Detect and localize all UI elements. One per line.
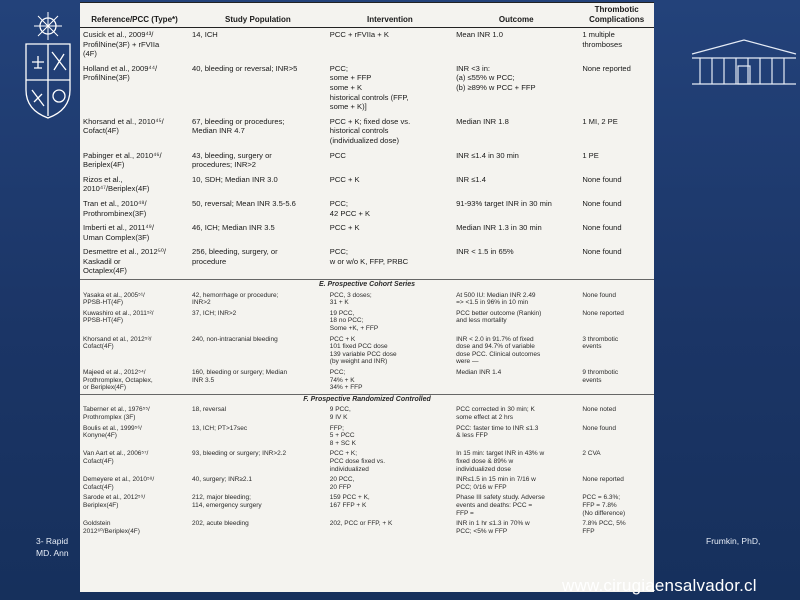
reference-table [80, 2, 654, 592]
table-cell: 40, surgery; INR≥2.1 [192, 476, 252, 484]
table-cell: Cusick et al., 2009⁴³/ ProfilNine(3F) + rFVIIa (4F) [83, 30, 160, 59]
table-row [80, 335, 654, 368]
table-cell: Kuwashiro et al., 2011⁵²/ PPSB-HT(4F) [83, 309, 154, 325]
table-cell: 37, ICH; INR>2 [192, 309, 237, 317]
table-cell: None found [582, 198, 622, 208]
table-cell: 10, SDH; Median INR 3.0 [192, 174, 278, 184]
table-cell: INR ≤1.4 [456, 174, 486, 184]
table-row [80, 493, 654, 519]
table-row [80, 28, 654, 62]
table-cell: 9 thrombotic events [582, 369, 619, 384]
table-row [80, 424, 654, 450]
table-cell: None reported [582, 476, 624, 484]
section-header-row [80, 280, 654, 291]
building-facade-icon [690, 36, 798, 88]
table-cell: PCC, 3 doses; 31 + K [329, 291, 372, 307]
table-cell: 240, non-intracranial bleeding [192, 335, 278, 343]
table-cell: Goldstein 2012⁶⁰/Beriplex(4F) [83, 520, 140, 535]
table-cell: PCC + K 101 fixed PCC dose 139 variable PCC dose (by weight and INR) [329, 335, 397, 366]
table-cell: None noted [582, 406, 616, 414]
header-population: Study Population [189, 3, 327, 28]
table-cell: Van Aart et al., 2006⁵⁷/ Cofact(4F) [83, 450, 149, 465]
table-cell: Mean INR 1.0 [456, 30, 503, 39]
university-crest-icon [22, 10, 74, 122]
section-title: F. Prospective Randomized Controlled [303, 395, 431, 403]
table-row [80, 475, 654, 493]
table-cell: PCC; w or w/o K, FFP, PRBC [329, 247, 409, 266]
table-cell: Majeed et al., 2012⁵⁴/ Prothromplex, Octaplex, or Beriplex(4F) [83, 369, 153, 392]
table-cell: Imberti et al., 2011⁴⁹/ Uman Complex(3F) [83, 223, 154, 242]
table-cell: INR <3 in: (a) ≤55% w PCC; (b) ≥89% w PCC + FFP [456, 63, 536, 92]
continued-table [80, 279, 654, 537]
table-cell: None reported [582, 63, 631, 73]
table-row [80, 115, 654, 149]
table-cell: 42, hemorrhage or procedure; INR>2 [192, 291, 279, 307]
table-cell: PCC + K; fixed dose vs. historical controls (individualized dose) [329, 116, 411, 145]
table-cell: PCC + K [329, 174, 360, 184]
table-cell: Median INR 1.4 [456, 369, 502, 376]
table-cell: 3 thrombotic events [582, 335, 619, 351]
table-row [80, 405, 654, 423]
table-cell: Khorsand et al., 2010⁴⁵/ Cofact(4F) [83, 116, 164, 136]
header-outcome: Outcome [453, 3, 579, 28]
table-cell: 159 PCC + K, 167 FFP + K [329, 494, 370, 509]
table-cell: Sarode et al., 2012⁵⁹/ Beriplex(4F) [83, 494, 146, 509]
section-header-row [80, 394, 654, 405]
table-cell: 2 CVA [582, 450, 601, 458]
table-cell: INR < 1.5 in 65% [456, 247, 514, 257]
table-row [80, 245, 654, 279]
table-cell: 67, bleeding or procedures; Median INR 4.7 [192, 116, 285, 136]
table-row [80, 449, 654, 475]
header-thrombotic: Thrombotic Complications [579, 3, 654, 28]
table-row [80, 368, 654, 394]
table-cell: In 15 min: target INR in 43% w fixed dose & 89% w individualized dose [456, 450, 545, 473]
table-cell: 202, PCC or FFP, + K [329, 520, 393, 528]
table-cell: PCC; 42 PCC + K [329, 198, 371, 218]
table-cell: 20 PCC, 20 FFP [329, 476, 355, 491]
table-cell: 19 PCC, 18 no PCC; Some +K, + FFP [329, 309, 379, 333]
table-cell: None found [582, 247, 622, 257]
table-cell: None found [582, 223, 622, 233]
table-cell: None found [582, 424, 616, 432]
table-cell: 202, acute bleeding [192, 520, 249, 528]
table-cell: 91-93% target INR in 30 min [456, 198, 552, 208]
table-row [80, 149, 654, 173]
table-cell: None reported [582, 309, 624, 317]
table-cell: PCC better outcome (Rankin) and less mortality [456, 309, 542, 325]
table-cell: 160, bleeding or surgery; Median INR 3.5 [192, 369, 288, 384]
table-cell: Demeyere et al., 2010⁵⁸/ Cofact(4F) [83, 476, 155, 491]
table-cell: None found [582, 291, 616, 299]
table-cell: PCC = 6.3%; FFP = 7.8% (No difference) [582, 494, 626, 517]
table-cell: PCC [329, 150, 346, 160]
main-table [80, 2, 654, 279]
website-url[interactable]: www.cirugiaensalvador.cl [562, 576, 757, 595]
table-cell: PCC; some + FFP some + K historical controls (FFP, some + K)] [329, 63, 409, 112]
table-cell: PCC + K; PCC dose fixed vs. individualized [329, 450, 386, 473]
table-cell: PCC + rFVIIa + K [329, 30, 389, 39]
table-cell: Yasaka et al., 2005⁵¹/ PPSB-HT(4F) [83, 291, 145, 307]
citation-left: 3- Rapid MD. Ann [36, 536, 69, 558]
table-cell: Taberner et al., 1976⁵⁵/ Prothromplex (3F) [83, 406, 150, 421]
table-cell: PCC + K [329, 223, 360, 233]
table-cell: 50, reversal; Mean INR 3.5-5.6 [192, 198, 296, 208]
table-cell: At 500 IU: Median INR 2.49 => <1.5 in 96% in 10 min [456, 291, 536, 307]
table-row [80, 291, 654, 309]
table-cell: 40, bleeding or reversal; INR>5 [192, 63, 298, 73]
table-cell: FFP; 5 + PCC 8 + SC K [329, 424, 356, 447]
table-cell: 212, major bleeding; 114, emergency surgery [192, 494, 262, 509]
table-cell: Desmettre et al., 2012⁵⁰/ Kaskadil or Octaplex(4F) [83, 247, 167, 276]
table-row [80, 519, 654, 537]
table-cell: INR < 2.0 in 91.7% of fixed dose and 94.7% of variable dose PCC. Clinical outcomes were — [456, 335, 541, 366]
table-cell: INR≤1.5 in 15 min in 7/16 w PCC; 0/16 w FFP [456, 476, 536, 491]
table-cell: Khorsand et al., 2012⁵³/ Cofact(4F) [83, 335, 152, 351]
table-cell: PCC: faster time to INR ≤1.3 & less FFP [456, 424, 539, 440]
table-cell: INR in 1 hr ≤1.3 in 70% w PCC; <5% w FFP [456, 520, 530, 535]
table-cell: Median INR 1.3 in 30 min [456, 223, 542, 233]
table-row [80, 173, 654, 197]
table-cell: PCC corrected in 30 min; K some effect at 2 hrs [456, 406, 535, 421]
table-header-row [80, 3, 654, 28]
table-cell: 256, bleeding, surgery, or procedure [192, 247, 278, 266]
citation-right: Frumkin, PhD, [706, 536, 761, 546]
section-title: E. Prospective Cohort Series [318, 281, 416, 289]
table-cell: 1 multiple thromboses [582, 30, 623, 49]
table-cell: 7.8% PCC, 5% FFP [582, 520, 626, 535]
table-cell: 43, bleeding, surgery or procedures; INR>2 [192, 150, 272, 170]
table-cell: 46, ICH; Median INR 3.5 [192, 223, 275, 233]
table-row [80, 197, 654, 221]
table-cell: INR ≤1.4 in 30 min [456, 150, 519, 160]
table-cell: 14, ICH [192, 30, 218, 39]
table-cell: Holland et al., 2009⁴⁴/ ProfilNine(3F) [83, 63, 158, 83]
table-cell: Pabinger et al., 2010⁴⁶/ Beriplex(4F) [83, 150, 162, 170]
table-cell: Rizos et al., 2010⁴⁷/Beriplex(4F) [83, 174, 150, 194]
table-row [80, 309, 654, 335]
table-cell: PCC; 74% + K 34% + FFP [329, 369, 363, 392]
header-reference: Reference/PCC (Type*) [80, 3, 189, 28]
table-cell: Boulis et al., 1999⁵⁶/ Konyne(4F) [83, 424, 142, 440]
table-cell: 18, reversal [192, 406, 227, 414]
table-cell: None found [582, 174, 622, 184]
table-cell: Phase III safety study. Adverse events and deaths: PCC = FFP = [456, 494, 545, 517]
table-cell: 9 PCC, 9 IV K [329, 406, 351, 421]
table-cell: 93, bleeding or surgery; INR>2.2 [192, 450, 287, 458]
table-cell: 1 PE [582, 150, 599, 160]
table-cell: 13, ICH; PT>17sec [192, 424, 248, 432]
header-intervention: Intervention [327, 3, 453, 28]
table-row [80, 221, 654, 245]
table-cell: 1 MI, 2 PE [582, 116, 618, 126]
table-cell: Median INR 1.8 [456, 116, 509, 126]
table-cell: Tran et al., 2010⁴⁸/ Prothrombinex(3F) [83, 198, 147, 218]
table-row [80, 62, 654, 115]
